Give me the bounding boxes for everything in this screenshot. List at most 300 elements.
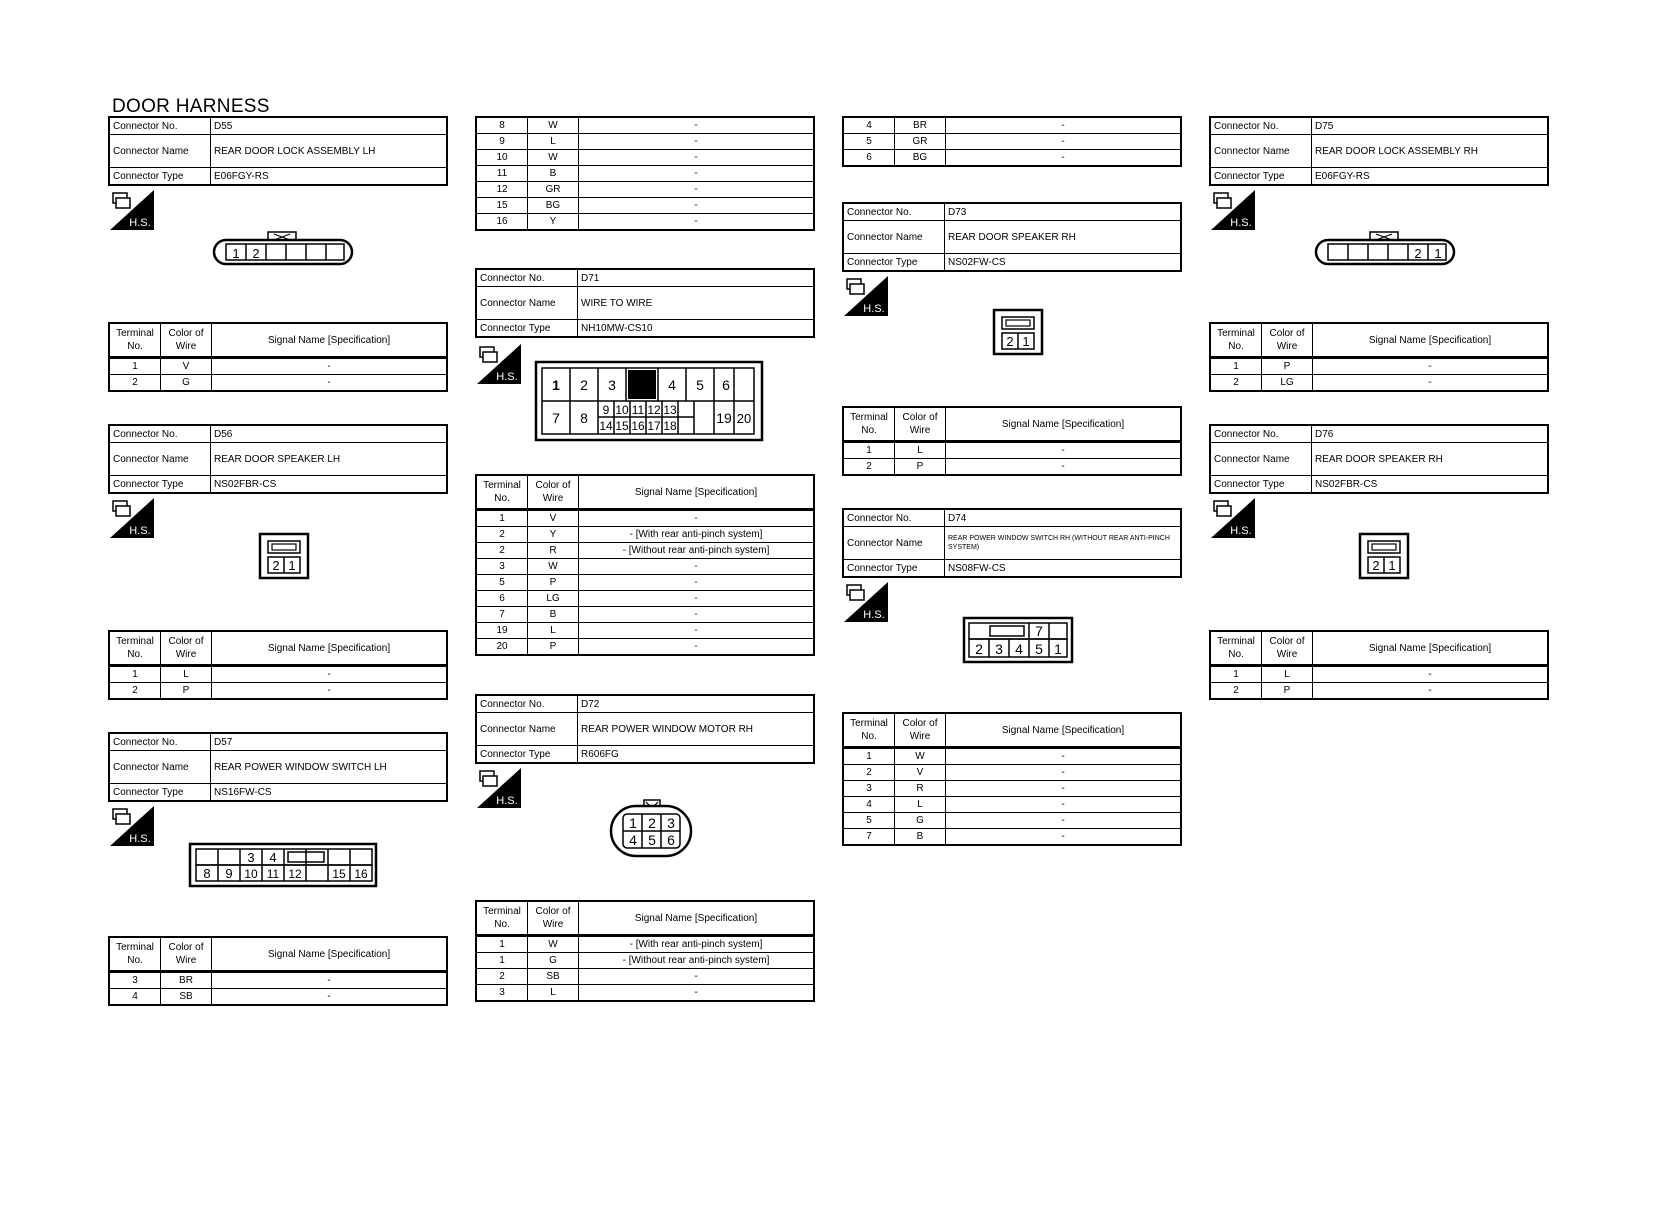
table-row (843, 150, 1181, 167)
cell-text: Color of Wire (895, 713, 946, 748)
connector-face-d57 (188, 842, 380, 893)
connector-face-d55 (212, 230, 356, 273)
table-row (476, 985, 814, 1002)
cell-text: W (528, 559, 579, 575)
table-row (109, 683, 447, 700)
table-row (476, 607, 814, 623)
cell-text: 19 (476, 623, 528, 639)
cell-text: 1 (109, 358, 161, 375)
connector-face-d71 (534, 360, 766, 447)
cell-text: 8 (476, 117, 528, 134)
cell-text: 11 (476, 166, 528, 182)
table-row (476, 527, 814, 543)
table-row (109, 375, 447, 392)
cell-text: Connector No. (476, 269, 578, 287)
cell-text: - (946, 829, 1182, 846)
cell-text: SB (528, 969, 579, 985)
cell-text: Connector Type (476, 746, 578, 764)
cell-text: Connector Name (109, 443, 211, 476)
cell-text: 2 (1372, 558, 1380, 573)
cell-text: 3 (247, 850, 255, 865)
cell-text: 5 (648, 832, 656, 848)
cell-text: 4 (843, 797, 895, 813)
cell-text: - (946, 748, 1182, 765)
cell-text: 1 (232, 246, 240, 261)
cell-text: Connector Name (1210, 443, 1312, 476)
table-row (1210, 358, 1548, 375)
connector-info-d75 (1209, 116, 1549, 186)
cell-text: 2 (1210, 683, 1262, 700)
cell-text: - (579, 639, 815, 656)
cell-text: Y (528, 527, 579, 543)
cell-text: Signal Name [Specification] (579, 901, 815, 936)
cell-text: NS08FW-CS (945, 560, 1182, 578)
cell-text: D73 (945, 203, 1182, 221)
cell-text: B (895, 829, 946, 846)
cell-text: - (579, 985, 815, 1002)
cell-text: 11 (631, 403, 645, 417)
cell-text: - (212, 972, 448, 989)
cell-text: - [With rear anti-pinch system] (579, 527, 815, 543)
cell-text: R (528, 543, 579, 559)
cell-text: 5 (843, 813, 895, 829)
table-row (476, 953, 814, 969)
cell-text: L (528, 985, 579, 1002)
cell-text: REAR POWER WINDOW SWITCH RH (WITHOUT REAR ANTI-PINCH SYSTEM) (945, 527, 1182, 560)
cell-text: W (528, 117, 579, 134)
cell-text: - (579, 166, 815, 182)
cell-text: Color of Wire (161, 937, 212, 972)
cell-text: 1 (843, 442, 895, 459)
hs-icon (1211, 498, 1255, 538)
cell-text: 6 (843, 150, 895, 167)
cell-text: Terminal No. (1210, 323, 1262, 358)
cell-text: 1 (1388, 558, 1396, 573)
cell-text: REAR DOOR LOCK ASSEMBLY RH (1312, 135, 1549, 168)
cell-text: Terminal No. (843, 713, 895, 748)
header-signal: Signal Name [Specification] (212, 323, 448, 358)
cell-text: 2 (109, 375, 161, 392)
cell-text: 2 (1006, 334, 1014, 349)
connector-face-d56 (258, 532, 310, 583)
cell-text: 20 (736, 411, 752, 426)
cell-text: Connector Type (109, 476, 211, 494)
table-row (843, 781, 1181, 797)
terminal-table-d55 (108, 322, 448, 392)
cell-text: 20 (476, 639, 528, 656)
cell-text: 5 (696, 377, 704, 393)
terminal-table-d57-continued (475, 116, 815, 231)
cell-text: 3 (667, 815, 675, 831)
cell-text: B (528, 607, 579, 623)
cell-text: 2 (843, 765, 895, 781)
cell-text: - (946, 134, 1182, 150)
cell-text: - (1313, 358, 1549, 375)
cell-text: P (528, 575, 579, 591)
cell-text: 3 (109, 972, 161, 989)
cell-text: 6 (667, 832, 675, 848)
cell-text: NS16FW-CS (211, 784, 448, 802)
cell-text: H.S. (863, 609, 885, 621)
cell-text: REAR POWER WINDOW SWITCH LH (211, 751, 448, 784)
cell-text: L (895, 797, 946, 813)
terminal-table-d74 (842, 712, 1182, 846)
cell-text: 8 (203, 866, 211, 881)
connector-info-d56 (108, 424, 448, 494)
table-row (843, 442, 1181, 459)
table-row (476, 543, 814, 559)
cell-text: BG (528, 198, 579, 214)
cell-text: NH10MW-CS10 (578, 320, 815, 338)
cell-text: - (579, 150, 815, 166)
hs-icon (1211, 190, 1255, 230)
table-row (476, 936, 814, 953)
cell-text: 2 (1414, 246, 1422, 261)
cell-text: Connector No. (843, 203, 945, 221)
cell-text: - (579, 198, 815, 214)
cell-text: Connector Type (843, 560, 945, 578)
cell-text: SB (161, 989, 212, 1006)
cell-text: - (1313, 375, 1549, 392)
cell-text: Connector Type (1210, 168, 1312, 186)
cell-text: V (895, 765, 946, 781)
cell-text: 13 (663, 403, 677, 417)
hs-icon (844, 582, 888, 622)
table-row (476, 559, 814, 575)
connector-face-d75 (1314, 230, 1458, 273)
cell-text: - (579, 575, 815, 591)
table-row (843, 813, 1181, 829)
terminal-table-d71 (475, 474, 815, 656)
table-row (476, 969, 814, 985)
cell-text: 2 (252, 246, 260, 261)
table-row (843, 134, 1181, 150)
table-row (476, 591, 814, 607)
cell-text: 1 (288, 558, 296, 573)
hs-icon (110, 190, 154, 230)
cell-text: - [With rear anti-pinch system] (579, 936, 815, 953)
table-row (476, 182, 814, 198)
cell-text: P (1262, 683, 1313, 700)
cell-text: 1 (1022, 334, 1030, 349)
cell-text: 3 (476, 559, 528, 575)
cell-text: NS02FBR-CS (211, 476, 448, 494)
cell-text: REAR DOOR SPEAKER RH (1312, 443, 1549, 476)
cell-text: REAR DOOR SPEAKER LH (211, 443, 448, 476)
cell-text: 1 (1210, 358, 1262, 375)
cell-text: W (528, 150, 579, 166)
cell-text: - (579, 559, 815, 575)
terminal-table-d72-continued (842, 116, 1182, 167)
table-row (843, 797, 1181, 813)
cell-text: 1 (1054, 641, 1062, 657)
cell-text: Connector Name (109, 751, 211, 784)
cell-text: Connector Type (476, 320, 578, 338)
table-row (476, 510, 814, 527)
cell-text: Connector No. (476, 695, 578, 713)
cell-text: 4 (843, 117, 895, 134)
connector-type: E06FGY-RS (211, 168, 448, 186)
cell-text: 1 (1434, 246, 1442, 261)
cell-text: 2 (648, 815, 656, 831)
cell-text: 10 (244, 867, 258, 881)
label-connector-type: Connector Type (109, 168, 211, 186)
cell-text: 14 (599, 419, 613, 433)
cell-text: L (161, 666, 212, 683)
cell-text: H.S. (496, 371, 518, 383)
cell-text: 3 (608, 377, 616, 393)
cell-text: Connector Name (843, 527, 945, 560)
table-row (476, 639, 814, 656)
cell-text: WIRE TO WIRE (578, 287, 815, 320)
cell-text: D56 (211, 425, 448, 443)
cell-text: 2 (843, 459, 895, 476)
cell-text: 4 (668, 377, 676, 393)
cell-text: BR (161, 972, 212, 989)
header-color: Color of Wire (161, 323, 212, 358)
table-row (109, 989, 447, 1006)
terminal-table-d75 (1209, 322, 1549, 392)
cell-text: - (946, 765, 1182, 781)
connector-name: REAR DOOR LOCK ASSEMBLY LH (211, 135, 448, 168)
cell-text: Terminal No. (843, 407, 895, 442)
cell-text: D71 (578, 269, 815, 287)
cell-text: 2 (272, 558, 280, 573)
cell-text: 7 (476, 607, 528, 623)
cell-text: Terminal No. (109, 937, 161, 972)
cell-text: D57 (211, 733, 448, 751)
cell-text: 15 (332, 867, 346, 881)
cell-text: D74 (945, 509, 1182, 527)
terminal-table-d73 (842, 406, 1182, 476)
cell-text: Color of Wire (528, 901, 579, 936)
cell-text: 9 (476, 134, 528, 150)
hs-icon (110, 498, 154, 538)
cell-text: Signal Name [Specification] (212, 631, 448, 666)
cell-text: - (946, 813, 1182, 829)
cell-text: 1 (629, 815, 637, 831)
cell-text: R606FG (578, 746, 815, 764)
cell-text: P (161, 683, 212, 700)
cell-text: - (212, 358, 448, 375)
cell-text: W (528, 936, 579, 953)
cell-text: Y (528, 214, 579, 231)
cell-text: Color of Wire (895, 407, 946, 442)
cell-text: 10 (476, 150, 528, 166)
cell-text: - (579, 969, 815, 985)
cell-text: Connector Name (843, 221, 945, 254)
cell-text: 1 (109, 666, 161, 683)
table-row (843, 829, 1181, 846)
cell-text: REAR POWER WINDOW MOTOR RH (578, 713, 815, 746)
cell-text: - (579, 623, 815, 639)
cell-text: H.S. (129, 525, 151, 537)
cell-text: Connector No. (109, 425, 211, 443)
cell-text: - (212, 683, 448, 700)
label-connector-no: Connector No. (109, 117, 211, 135)
terminal-table-d72 (475, 900, 815, 1002)
cell-text: Connector No. (109, 733, 211, 751)
cell-text: 15 (615, 419, 629, 433)
hs-icon (110, 806, 154, 846)
table-row (1210, 666, 1548, 683)
cell-text: - (212, 666, 448, 683)
terminal-table-d57 (108, 936, 448, 1006)
cell-text: H.S. (1230, 217, 1252, 229)
cell-text: Connector Type (1210, 476, 1312, 494)
cell-text: P (1262, 358, 1313, 375)
cell-text: Signal Name [Specification] (1313, 631, 1549, 666)
cell-text: H.S. (129, 833, 151, 845)
cell-text: BR (895, 117, 946, 134)
cell-text: 7 (1035, 623, 1043, 639)
cell-text: - (579, 214, 815, 231)
page-title: DOOR HARNESS (112, 96, 270, 117)
cell-text: NS02FW-CS (945, 254, 1182, 272)
connector-info-d76 (1209, 424, 1549, 494)
cell-text: - (946, 459, 1182, 476)
cell-text: 2 (109, 683, 161, 700)
cell-text: 5 (476, 575, 528, 591)
cell-text: REAR DOOR SPEAKER RH (945, 221, 1182, 254)
cell-text: NS02FBR-CS (1312, 476, 1549, 494)
cell-text: G (895, 813, 946, 829)
cell-text: H.S. (496, 795, 518, 807)
table-row (476, 575, 814, 591)
connector-info-d73 (842, 202, 1182, 272)
cell-text: 8 (580, 410, 588, 426)
cell-text: 2 (476, 527, 528, 543)
table-row (476, 166, 814, 182)
cell-text: G (528, 953, 579, 969)
cell-text: 7 (552, 410, 560, 426)
cell-text: GR (895, 134, 946, 150)
cell-text: Signal Name [Specification] (1313, 323, 1549, 358)
table-row (843, 765, 1181, 781)
cell-text: B (528, 166, 579, 182)
cell-text: 18 (663, 419, 677, 433)
cell-text: 1 (476, 953, 528, 969)
cell-text: 6 (722, 377, 730, 393)
terminal-table-d56 (108, 630, 448, 700)
cell-text: 19 (716, 410, 732, 426)
cell-text: D76 (1312, 425, 1549, 443)
hs-icon (477, 344, 521, 384)
table-row (476, 198, 814, 214)
cell-text: - [Without rear anti-pinch system] (579, 953, 815, 969)
connector-face-d76 (1358, 532, 1410, 583)
cell-text: - (579, 134, 815, 150)
table-row (109, 358, 447, 375)
cell-text: BG (895, 150, 946, 167)
cell-text: - (946, 442, 1182, 459)
cell-text: H.S. (1230, 525, 1252, 537)
table-row (843, 748, 1181, 765)
cell-text: Connector Name (1210, 135, 1312, 168)
hs-icon (844, 276, 888, 316)
cell-text: 2 (476, 969, 528, 985)
cell-text: - (579, 510, 815, 527)
cell-text: H.S. (129, 217, 151, 229)
cell-text: 3 (995, 641, 1003, 657)
cell-text: 16 (476, 214, 528, 231)
cell-text: D72 (578, 695, 815, 713)
cell-text: Terminal No. (109, 631, 161, 666)
cell-text: P (895, 459, 946, 476)
cell-text: - (212, 989, 448, 1006)
cell-text: 4 (1015, 641, 1023, 657)
table-row (1210, 683, 1548, 700)
cell-text: GR (528, 182, 579, 198)
cell-text: L (1262, 666, 1313, 683)
cell-text: 4 (269, 850, 277, 865)
cell-text: 2 (975, 641, 983, 657)
table-row (476, 214, 814, 231)
table-row (109, 972, 447, 989)
cell-text: 9 (225, 866, 233, 881)
cell-text: Connector Type (843, 254, 945, 272)
cell-text: W (895, 748, 946, 765)
cell-text: - (1313, 683, 1549, 700)
cell-text: 1 (552, 377, 560, 393)
cell-text: LG (1262, 375, 1313, 392)
table-row (476, 623, 814, 639)
cell-text: E06FGY-RS (1312, 168, 1549, 186)
cell-text: Connector No. (1210, 117, 1312, 135)
cell-text: 4 (629, 832, 637, 848)
cell-text: Signal Name [Specification] (946, 713, 1182, 748)
connector-info-d55 (108, 116, 448, 186)
table-row (476, 117, 814, 134)
cell-text: 1 (476, 510, 528, 527)
cell-text: 4 (109, 989, 161, 1006)
label-connector-name: Connector Name (109, 135, 211, 168)
cell-text: Color of Wire (161, 631, 212, 666)
cell-text: Color of Wire (1262, 631, 1313, 666)
cell-text: Connector Name (476, 287, 578, 320)
cell-text: 11 (266, 867, 280, 881)
terminal-table-d76 (1209, 630, 1549, 700)
cell-text: - (1313, 666, 1549, 683)
cell-text: - (946, 117, 1182, 134)
cell-text: - (579, 591, 815, 607)
cell-text: R (895, 781, 946, 797)
cell-text: - (579, 607, 815, 623)
connector-info-d72 (475, 694, 815, 764)
cell-text: 1 (476, 936, 528, 953)
cell-text: - (579, 182, 815, 198)
cell-text: D75 (1312, 117, 1549, 135)
hs-icon (477, 768, 521, 808)
header-terminal: Terminal No. (109, 323, 161, 358)
cell-text: 6 (476, 591, 528, 607)
cell-text: 12 (288, 867, 302, 881)
cell-text: 12 (476, 182, 528, 198)
cell-text: - [Without rear anti-pinch system] (579, 543, 815, 559)
connector-face-d72 (608, 798, 696, 863)
cell-text: Signal Name [Specification] (579, 475, 815, 510)
cell-text: Connector Name (476, 713, 578, 746)
cell-text: 5 (1035, 641, 1043, 657)
cell-text: 5 (843, 134, 895, 150)
cell-text: H.S. (863, 303, 885, 315)
cell-text: 7 (843, 829, 895, 846)
cell-text: - (946, 797, 1182, 813)
cell-text: 15 (476, 198, 528, 214)
cell-text: - (946, 150, 1182, 167)
connector-face-d74 (962, 616, 1076, 667)
cell-text: 9 (602, 403, 610, 417)
